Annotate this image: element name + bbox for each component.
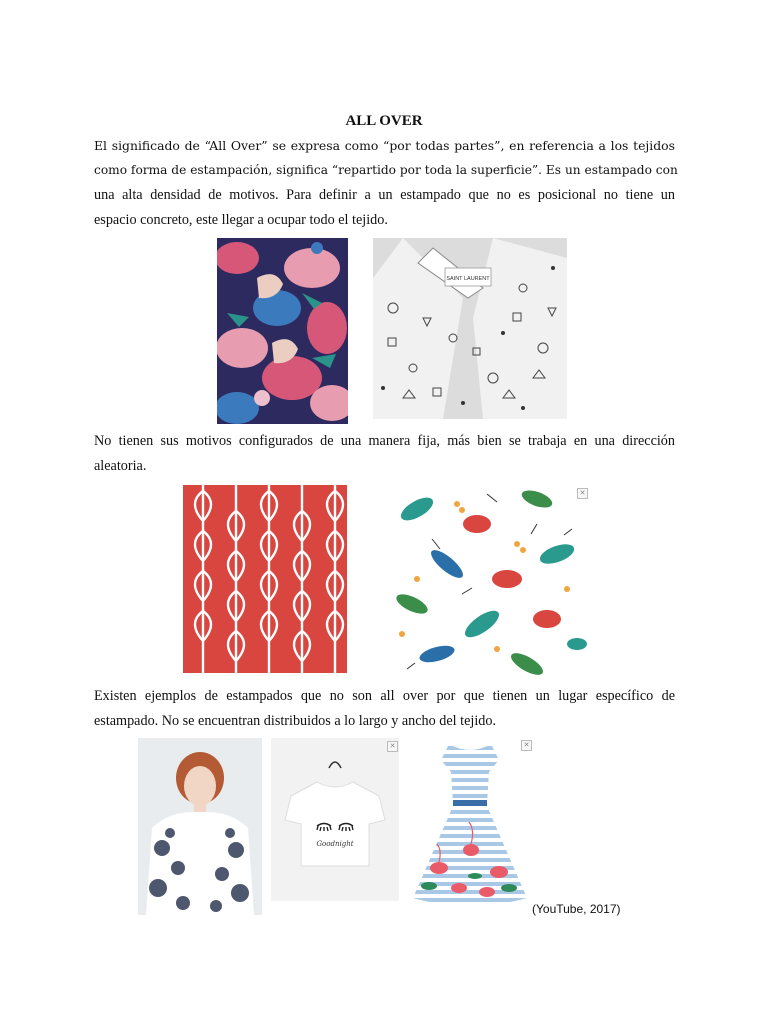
paragraph-line: estampado. No se encuentran distribuidos a lo largo y ancho del tejido.: [94, 713, 497, 729]
image-close-icon[interactable]: ✕: [387, 741, 398, 752]
image-close-icon[interactable]: ✕: [577, 488, 588, 499]
paragraph-line: una alta densidad de motivos. Para definir a un estampado que no es posicional no tiene un: [94, 187, 675, 203]
paragraph-line: espacio concreto, este llegar a ocupar todo el tejido.: [94, 212, 388, 228]
shirt-label-text: SAINT LAURENT: [446, 276, 490, 282]
tshirt-print-text: Goodnight: [316, 840, 354, 848]
tropical-leaves-pattern-image: [387, 484, 588, 678]
paragraph-definition: [94, 133, 678, 233]
paragraph-line: aleatoria.: [94, 458, 147, 474]
printed-shirt-image: [373, 238, 567, 419]
paragraph-line: como forma de estampación, significa “repartido por toda la superficie”. Es un estampado con: [94, 163, 678, 177]
paragraph-examples: [94, 684, 675, 734]
flamingo-dress-image: [409, 738, 531, 915]
paragraph-direction: [94, 429, 675, 479]
paragraph-line: Existen ejemplos de estampados que no son all over por que tienen un lugar específico de: [94, 688, 675, 704]
paragraph-line: No tienen sus motivos configurados de una manera fija, más bien se trabaja en una dirección: [94, 433, 675, 449]
floral-parrot-print-image: [217, 238, 348, 424]
paragraph-line: El significado de “All Over” se expresa como “por todas partes”, en referencia a los tejidos: [94, 138, 675, 153]
image-close-icon[interactable]: ✕: [521, 740, 532, 751]
tshirt-image: [271, 738, 399, 901]
citation: (YouTube, 2017): [532, 902, 621, 916]
red-leaf-pattern-image: [177, 481, 368, 677]
document-title: ALL OVER: [345, 113, 423, 129]
model-blouse-image: [138, 738, 262, 915]
